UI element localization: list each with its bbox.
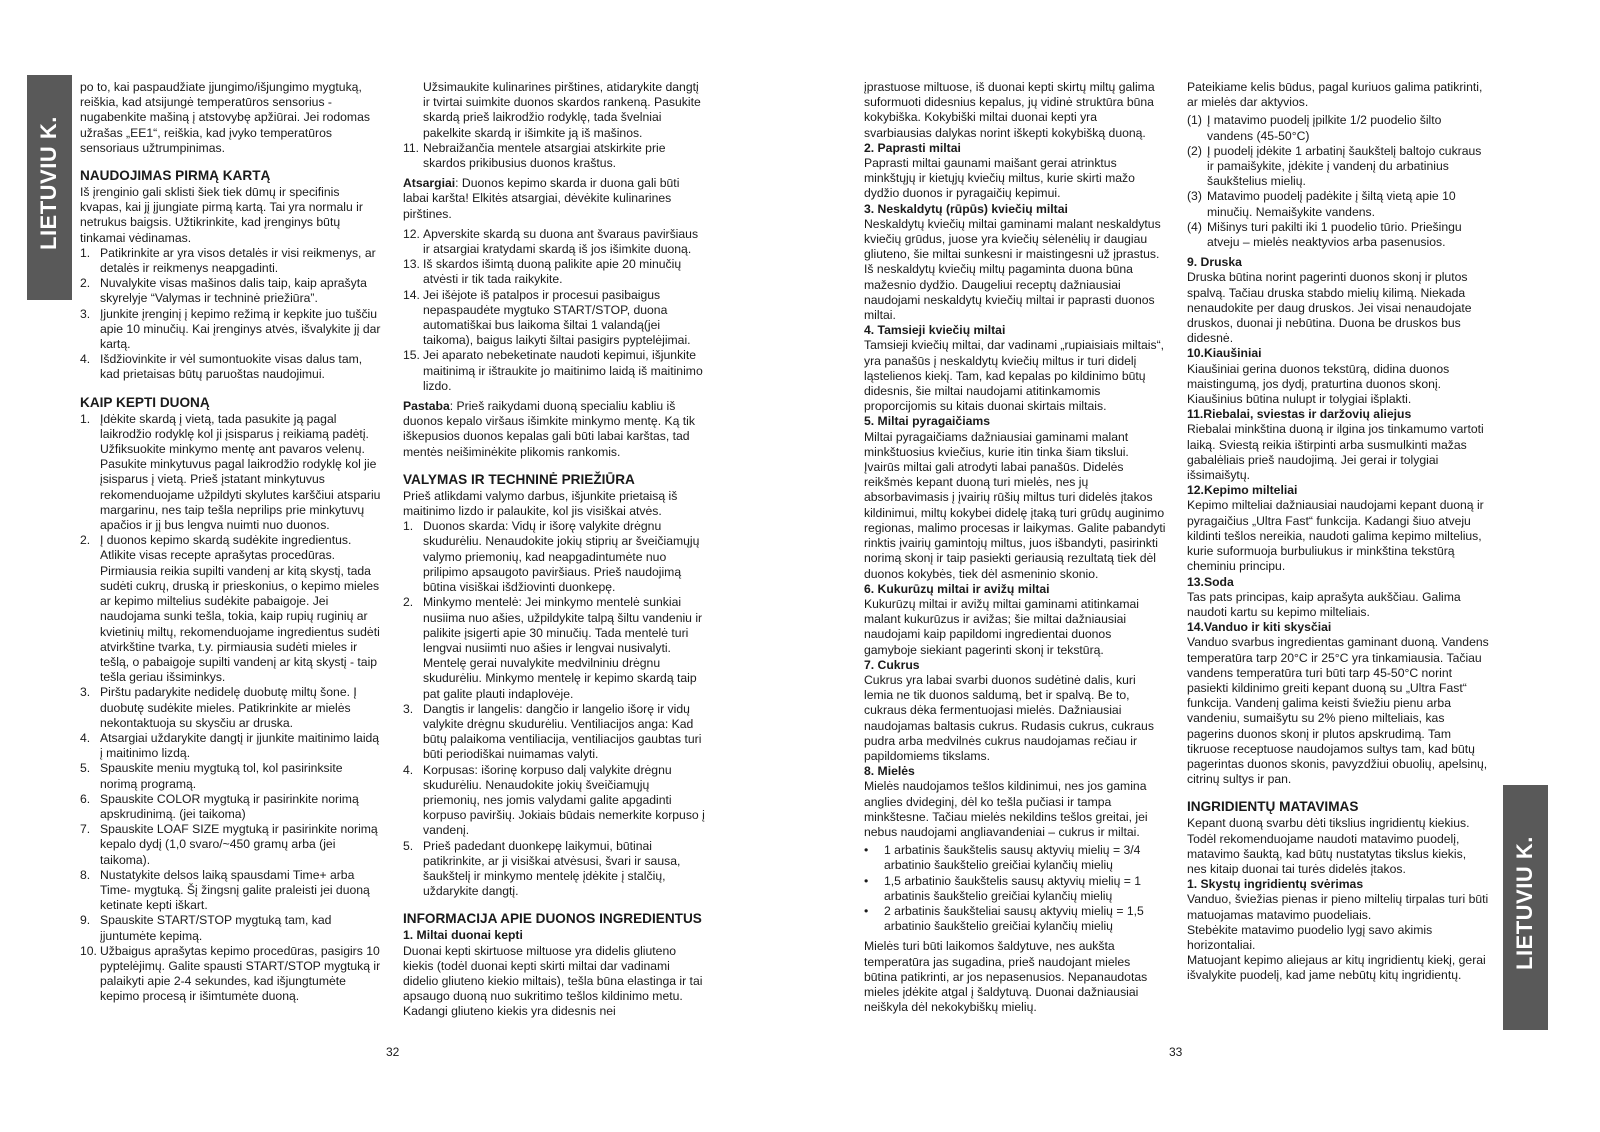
column-1 <box>80 80 382 1010</box>
subheading: 14.Vanduo ir kiti skysčiai <box>1187 620 1332 635</box>
intro-paragraph: po to, kai paspaudžiate įjungimo/išjungimo mygtuką, reiškia, kad atsijungė temperatūros sensorius - nugabenkite mašiną į atstovybę apžiūrai. Jei rodomas užrašas „EE1“, reiškia, kad įvyko temperatūros sensoriaus užtrumpinimas. <box>80 80 370 155</box>
list-marker: 3. <box>80 306 91 321</box>
list-marker: • <box>864 873 869 888</box>
list-item-text: Spauskite COLOR mygtuką ir pasirinkite norimą apskrudinimą. (jei taikoma) <box>100 791 359 821</box>
subheading: 11.Riebalai, sviestas ir daržovių aliejus <box>1187 407 1412 422</box>
side-tab-label: LIETUVIU K. <box>36 116 61 250</box>
list-item <box>80 276 382 306</box>
list-item <box>1187 144 1489 190</box>
list-marker: • <box>864 843 869 858</box>
list-item-text: Įjunkite įrenginį į kepimo režimą ir kepkite juo tuščiu apie 10 minučių. Kai įrenginys atvės, išvalykite jį dar kartą. <box>100 306 381 352</box>
section-heading: INGRIDIENTŲ MATAVIMAS <box>1187 799 1359 815</box>
list-item <box>80 822 382 868</box>
list-item-text: Minkymo mentelė: Jei minkymo mentelė sunkiai nusiima nuo ašies, užpildykite talpą šiltu vandeniu ir palikite įsigerti apie 30 minučių. Tada mentelė turi lengvai nusiimti nuo ašies ir lengvai nusivalyti. Mentelę gerai nuvalykite medvilniniu drėgnu skudurėliu. Minkymo mentelę ir kepimo skardą taip pat galite plauti indaplovėje. <box>423 595 703 701</box>
list-item-text: Jei išėjote iš patalpos ir procesui pasibaigus nepaspaudėte mygtuko START/STOP, duona automatiškai bus laikoma šiltai 1 valandą(jei taikoma), baigus laikyti šiltai pasigirs pyptelėjimai. <box>423 287 691 348</box>
paragraph: Riebalai minkština duoną ir ilgina jos tinkamumo vartoti laiką. Sviestą reikia ištirpinti arba susmulkinti mažas gabalėliais prieš naudojimą. Jei gerai ir tolygiai išsimaišytų. <box>1187 422 1484 483</box>
list-item <box>1187 113 1489 143</box>
list-marker: 4. <box>80 352 91 367</box>
list-item-text: Jei aparato nebeketinate naudoti kepimui, išjunkite maitinimą ir ištraukite jo maitinimo laidą iš maitinimo lizdo. <box>423 348 703 393</box>
list-item-text: 2 arbatinis šaukšteliai sausų aktyvių mielių = 1,5 arbatinio šaukštelio greičiai kylančių mielių <box>884 903 1144 934</box>
paragraph: Iš įrenginio gali sklisti šiek tiek dūmų ir specifinis kvapas, kai jį įjungiate pirmą kartą. Tai yra normalu ir netrukus baigsis. Užtikrinkite, kad įrenginys būtų tinkamai vėdinamas. <box>80 185 363 245</box>
paragraph: Miltai pyragaičiams dažniausiai gaminami malant minkštuosius kviečius, kurie itin tinka šiam tikslui. Įvairūs miltai gali atrodyti labai panašūs. Didelės reikšmės kepant duoną turi mielės, nes jų absorbavimasis į įvairių rūšių miltus turi didelės įtakos kildinimui, miltų kokybei didelę įtaką turi grūdų auginimo regionas, malimo procesas ir laikymas. Galite pabandyti rinktis įvairių gamintojų miltus, juos išbandyti, pasirinkti norimą skonį ir taip pasiekti geriausią rezultatą tiek dėl duonos kokybės, tiek dėl asmeninio skonio. <box>864 429 1166 581</box>
list-item-text: Patikrinkite ar yra visos detalės ir visi reikmenys, ar detalės ir reikmenys neapgadinti. <box>100 245 376 276</box>
list-marker: 10. <box>80 943 97 958</box>
note-paragraph <box>403 399 705 460</box>
numbered-list <box>80 246 382 383</box>
list-marker: 1. <box>80 245 91 260</box>
list-marker: 13. <box>403 257 420 272</box>
list-marker: 15. <box>403 348 420 363</box>
paragraph: Mielės turi būti laikomos šaldytuve, nes aukšta temperatūra jas sugadina, prieš naudojant mieles būtina patikrinti, ar jos nepasenusios. Nepanaudotas mieles įdėkite atgal į šaldytuvą. Duonai dažniausiai neiškyla dėl nekokybiškų mielių. <box>864 939 1148 1015</box>
warning-label: Atsargiai <box>403 176 456 191</box>
list-item-text: Užbaigus aprašytas kepimo procedūras, pasigirs 10 pyptelėjimų. Galite spausti START/STOP mygtuką ir palaikyti apie 2-4 sekundes, kad išjungtumėte kepimo procesą ir išimtumėte duoną. <box>100 943 381 1004</box>
list-item <box>1187 189 1489 219</box>
list-item <box>80 761 382 791</box>
list-item <box>80 412 382 534</box>
list-item <box>403 702 705 763</box>
list-item-text: Iš skardos išimtą duoną palikite apie 20 minučių atvėsti ir tik tada raikykite. <box>423 257 682 287</box>
list-item-text: Į puodelį įdėkite 1 arbatinį šaukštelį baltojo cukraus ir pamaišykite, įdėkite į vandenį du arbatinius šaukštelius mielių. <box>1207 143 1482 189</box>
subheading: 1. Skystų ingridientų svėrimas <box>1187 877 1364 892</box>
list-marker: 1. <box>80 411 91 426</box>
side-tab-label: LIETUVIU K. <box>1512 836 1537 970</box>
list-item-text: Nebraižančia mentele atsargiai atskirkite prie skardos prikibusius duonos kraštus. <box>423 140 666 171</box>
numbered-list <box>1187 113 1489 250</box>
list-marker: 2. <box>80 276 91 291</box>
list-item-text: Į matavimo puodelį įpilkite 1/2 puodelio šilto vandens (45-50°C) <box>1207 113 1442 143</box>
subheading: 7. Cukrus <box>864 657 920 672</box>
list-item-text: Spauskite LOAF SIZE mygtuką ir pasirinkite norimą kepalo dydį (1,0 svaro/~450 gramų arba (jei taikoma). <box>100 822 378 867</box>
list-item <box>80 913 382 943</box>
paragraph: Neskaldytų kviečių miltai gaminami malant neskaldytus kviečių grūdus, juose yra kviečių sėlenėlių ir daugiau gliuteno, šie miltai sunkesni ir maistingesni už įprastus. Iš neskaldytų kviečių miltų pagaminta duona būna mažesnio dydžio. Daugeliui receptų dažniausiai naudojami neskaldytų kviečių miltai ir paprasti duonos miltai. <box>864 216 1161 323</box>
list-item-text: Korpusas: išorinę korpuso dalį valykite drėgnu skudurėliu. Nenaudokite jokių šveičiamųjų priemonių, nes jomis valydami galite apgadinti korpuso paviršių. Jokiais būdais nemerkite korpuso į vandenį. <box>423 762 705 838</box>
list-item-text: Dangtis ir langelis: dangčio ir langelio išorę ir vidų valykite drėgnu skudurėliu. Ventiliacijos anga: Kad būtų palaikoma ventiliacija, ventiliacijos gaubtas turi būti periodiškai nuimamas valyti. <box>423 701 702 762</box>
list-item-text: Atsargiai uždarykite dangtį ir įjunkite maitinimo laidą į maitinimo lizdą. <box>100 730 380 761</box>
paragraph: Paprasti miltai gaunami maišant gerai atrinktus minkštųjų ir kietųjų kviečių miltus, kurie skirti mažo dydžio duonos ir pyragaičių kepimui. <box>864 156 1135 201</box>
subheading: 8. Mielės <box>864 764 915 779</box>
paragraph: Duonai kepti skirtuose miltuose yra didelis gliuteno kiekis (todėl duonai kepti skirti miltai dar vadinami didelio gliuteno kiekio miltais), tešla būna elastinga ir tai apsaugo duoną nuo sukritimo tešlos kildinimo metu. Kadangi gliuteno kiekis yra didesnis nei <box>403 943 703 1019</box>
subheading: 1. Miltai duonai kepti <box>403 928 523 943</box>
list-marker: 3. <box>80 685 91 700</box>
numbered-list <box>403 227 705 394</box>
paragraph: Tas pats principas, kaip aprašyta aukščiau. Galima naudoti kartu su kepimo milteliais. <box>1187 589 1461 619</box>
list-item-text: Mišinys turi pakilti iki 1 puodelio tūrio. Priešingu atveju – mielės neaktyvios arba pasenusios. <box>1207 219 1462 250</box>
list-item <box>1187 220 1489 250</box>
subheading: 2. Paprasti miltai <box>864 140 961 155</box>
section-heading: NAUDOJIMAS PIRMĄ KARTĄ <box>80 168 271 184</box>
list-item-text: Nustatykite delsos laiką spausdami Time+ arba Time- mygtuką. Šį žingsnį galite praleisti jei duoną ketinate kepti iškart. <box>100 867 370 913</box>
list-item-text: Duonos skarda: Vidų ir išorę valykite drėgnu skudurėliu. Nenaudokite jokių stiprių ar šveičiamųjų valymo priemonių, kad neapgadintumėte nuo prilipimo apsaugoto paviršiaus. Prieš naudojimą būtina visiškai išdžiovinti duonkepę. <box>423 519 700 595</box>
list-marker: (3) <box>1187 189 1202 204</box>
numbered-list <box>403 80 705 171</box>
list-marker: 12. <box>403 226 420 241</box>
paragraph: Pateikiame kelis būdus, pagal kuriuos galima patikrinti, ar mielės dar aktyvios. <box>1187 80 1483 110</box>
warning-text: : Duonos kepimo skarda ir duona gali būti labai karšta! Elkitės atsargiai, dėvėkite kulinarines pirštines. <box>403 176 680 221</box>
paragraph: Mielės naudojamos tešlos kildinimui, nes jos gamina anglies dvideginį, dėl ko tešla pučiasi ir tampa minkštesne. Tačiau mielės nekildins tešlos greitai, jei nebus naudojami angliavandeniai – cukrus ir miltai. <box>864 779 1148 839</box>
list-item <box>403 595 705 701</box>
list-marker: 6. <box>80 791 91 806</box>
list-item-text: Užsimaukite kulinarines pirštines, atidarykite dangtį ir tvirtai suimkite duonos skardos rankeną. Pasukite skardą prieš laikrodžio rodyklę, tada švelniai pakelkite skardą ir išimkite ją iš mašinos. <box>423 80 701 140</box>
subheading: 3. Neskaldytų (rūpūs) kviečių miltai <box>864 201 1068 216</box>
list-item <box>80 731 382 761</box>
paragraph: Prieš atlikdami valymo darbus, išjunkite prietaisą iš maitinimo lizdo ir palaukite, kol jis visiškai atvės. <box>403 488 678 519</box>
list-item-text: Spauskite START/STOP mygtuką tam, kad įjuntumėte kepimą. <box>100 913 332 943</box>
list-marker: (4) <box>1187 219 1202 234</box>
paragraph: Cukrus yra labai svarbi duonos sudėtinė dalis, kuri lemia ne tik duonos saldumą, bet ir spalvą. Be to, cukraus dėka fermentuojasi mielės. Dažniausiai naudojamas baltasis cukrus. Rudasis cukrus, cukraus pudra arba medvilnės cukrus naudojamas rečiau ir papildomiems tikslams. <box>864 672 1154 763</box>
paragraph: Kepant duoną svarbu dėti tikslius ingridientų kiekius. Todėl rekomenduojame naudoti matavimo puodelį, matavimo šauktą, kad būtų nustatytas tikslus kiekis, nes kitaip duonai tai turės didelės įtakos. <box>1187 816 1470 876</box>
list-marker: 11. <box>403 140 420 155</box>
page-number-left: 32 <box>386 1045 400 1059</box>
section-heading: KAIP KEPTI DUONĄ <box>80 394 210 410</box>
bullet-list <box>864 843 1166 934</box>
list-marker: (1) <box>1187 113 1202 128</box>
list-item <box>80 868 382 914</box>
subheading: 5. Miltai pyragaičiams <box>864 414 990 429</box>
list-item <box>80 944 382 1005</box>
list-item <box>403 839 705 900</box>
subheading: 9. Druska <box>1187 255 1242 270</box>
side-tab-right <box>1503 785 1548 1030</box>
list-item <box>403 257 705 287</box>
page-number-right: 33 <box>1169 1045 1183 1059</box>
column-2 <box>403 80 705 1025</box>
paragraph: Stebėkite matavimo puodelio lygį savo akimis horizontaliai. <box>1187 922 1433 952</box>
list-item <box>403 763 705 839</box>
list-item-text: Į duonos kepimo skardą sudėkite ingredientus. Atlikite visas recepte aprašytas procedūras. Pirmiausia reikia supilti vandenį ar kitą skystį, tada sudėti cukrų, druską ir prieskonius, o kepimo mieles ar kepimo miltelius sudėkite pabaigoje. Jei naudojama sunki tešla, tokia, kaip rupių ruginių ar kvietinių miltų, rekomenduojame ingredientus sudėti atvirkštine tvarka, t.y. pirmiausia sudėti mieles ir tešlą, o pabaigoje supilti vandenį ar kitą skystį - taip tešla geriau išsiminkys. <box>100 533 380 685</box>
side-tab-left <box>27 75 72 300</box>
list-item <box>403 80 705 141</box>
paragraph: Vanduo, šviežias pienas ir pieno miltelių tirpalas turi būti matuojamas matavimo puodeliais. <box>1187 892 1489 922</box>
list-item <box>403 348 705 394</box>
list-item <box>403 288 705 349</box>
list-item-text: Apverskite skardą su duona ant švaraus paviršiaus ir atsargiai kratydami skardą iš jos išimkite duoną. <box>423 226 699 257</box>
list-marker: (2) <box>1187 143 1202 158</box>
list-item <box>864 843 1166 873</box>
list-item-text: 1,5 arbatinio šaukštelis sausų aktyvių mielių = 1 arbatinis šaukštelio greičiai kylančių mielių <box>884 873 1142 903</box>
list-marker: 1. <box>403 519 414 534</box>
numbered-list <box>80 412 382 1005</box>
list-item <box>864 904 1166 934</box>
list-item-text: Spauskite meniu mygtuką tol, kol pasirinksite norimą programą. <box>100 761 343 791</box>
subheading: 13.Soda <box>1187 574 1234 589</box>
column-4 <box>1187 80 1489 984</box>
list-marker: 9. <box>80 913 91 928</box>
paragraph: Vanduo svarbus ingredientas gaminant duoną. Vandens temperatūra tarp 20°C ir 25°C yra tinkamiausia. Tačiau vandens temperatūra turi būti tarp 45-50°C norint pasiekti kildinimo greiti kepant duoną su „Ultra Fast“ funkcija. Vandenį galima keisti šviežiu pienu arba vandeniu, sumaišytu su 2% pieno milteliais, kas pagerins duonos skonį ir plutos apskrudimą. Tam tikruose receptuose naudojamos sultys tam, kad būtų pagerintas duonos skonis, pavyzdžiui obuolių, apelsinų, citrinų sultys ir pan. <box>1187 635 1489 787</box>
list-item-text: Nuvalykite visas mašinos dalis taip, kaip aprašyta skyrelyje “Valymas ir techninė priežiūra”. <box>100 276 367 306</box>
section-heading: VALYMAS IR TECHNINĖ PRIEŽIŪRA <box>403 471 635 487</box>
list-item <box>80 792 382 822</box>
subheading: 12.Kepimo milteliai <box>1187 483 1298 498</box>
list-item <box>80 533 382 685</box>
list-item <box>864 874 1166 904</box>
list-item <box>80 352 382 382</box>
list-item-text: Pirštu padarykite nedidelę duobutę miltų šone. Į duobutę sudėkite mieles. Patikrinkite ar mielės nekontaktuoja su skysčiu ar druska. <box>100 685 357 730</box>
note-label: Pastaba <box>403 399 450 414</box>
list-marker: 2. <box>80 533 91 548</box>
list-marker: 14. <box>403 287 420 302</box>
list-item-text: 1 arbatinis šaukštelis sausų aktyvių mielių = 3/4 arbatinio šaukštelio greičiai kylančių mielių <box>884 843 1141 873</box>
note-text: : Prieš raikydami duoną specialiu kabliu iš duonos kepalo viršaus išimkite minkymo mentę. Ką tik iškepusios duonos kepalas gali būti labai karštas, tad mentės neišiminėkite plikomis rankomis. <box>403 399 695 459</box>
list-item <box>80 685 382 731</box>
paragraph: Tamsieji kviečių miltai, dar vadinami „rupiaisiais miltais“, yra panašūs į neskaldytų kviečių miltus ir turi didelį ląstelienos kiekį. Tam, kad kepalas po kildinimo būtų didesnis, šie miltai naudojami atitinkamomis proporcijomis su kitais duonai skirtais miltais. <box>864 338 1165 414</box>
list-marker: 5. <box>80 761 91 776</box>
list-marker: 3. <box>403 701 414 716</box>
list-item <box>80 307 382 353</box>
list-item-text: Matavimo puodelį padėkite į šiltą vietą apie 10 minučių. Nemaišykite vandens. <box>1207 189 1456 219</box>
list-marker: 2. <box>403 595 414 610</box>
section-heading: INFORMACIJA APIE DUONOS INGREDIENTUS <box>403 911 702 927</box>
list-marker: 4. <box>80 730 91 745</box>
paragraph: Kukurūzų miltai ir avižų miltai gaminami atitinkamai malant kukurūzus ir avižas; šie miltai dažniausiai naudojami kaip papildomi ingredientai duonos gamyboje siekiant pagerinti skonį ir tekstūrą. <box>864 596 1139 657</box>
list-marker: 4. <box>403 762 414 777</box>
subheading: 10.Kiaušiniai <box>1187 346 1262 361</box>
list-item-text: Išdžiovinkite ir vėl sumontuokite visas dalus tam, kad prietaisas būtų paruoštas naudojimui. <box>100 352 363 382</box>
list-marker: 5. <box>403 838 414 853</box>
list-item-text: Prieš padedant duonkepę laikymui, būtinai patikrinkite, ar ji visiškai atvėsusi, švari ir sausa, šaukštelį ir minkymo mentelę įdėkite į stalčių, uždarykite dangtį. <box>423 838 681 899</box>
list-marker: • <box>864 903 869 918</box>
paragraph: Matuojant kepimo aliejaus ar kitų ingridientų kiekį, gerai išvalykite puodelį, kad jame nebūtų kitų ingridientų. <box>1187 953 1486 983</box>
numbered-list <box>403 519 705 899</box>
paragraph: įprastuose miltuose, iš duonai kepti skirtų miltų galima suformuoti didesnius kepalus, jų vidinė struktūra būna kokybiška. Kokybiški miltai duonai kepti yra svarbiausias dalykas norint iškepti kokybišką duoną. <box>864 80 1155 140</box>
list-item <box>403 141 705 171</box>
list-item <box>403 227 705 257</box>
column-3 <box>864 80 1166 1020</box>
list-marker: 7. <box>80 822 91 837</box>
subheading: 4. Tamsieji kviečių miltai <box>864 323 1006 338</box>
list-item <box>403 519 705 595</box>
paragraph: Kepimo milteliai dažniausiai naudojami kepant duoną ir pyragaičius „Ultra Fast“ funkcija. Kadangi šiuo atveju kildinti tešlos nereikia, naudoti galima kepimo miltelius, kurie suformuoja burbuliukus ir minkština tekstūrą cheminiu principu. <box>1187 498 1484 574</box>
subheading: 6. Kukurūzų miltai ir avižų miltai <box>864 581 1050 596</box>
paragraph: Druska būtina norint pagerinti duonos skonį ir plutos spalvą. Tačiau druska stabdo mielių kilimą. Niekada nenaudokite per daug druskos. Jei visai nenaudojate druskos, duonai ji nebūtina. Duona be druskos bus didesnė. <box>1187 270 1472 346</box>
warning-paragraph <box>403 176 705 222</box>
paragraph: Kiaušiniai gerina duonos tekstūrą, didina duonos maistingumą, jos dydį, praturtina duonos skonį. Kiaušinius būtina nulupt ir tolygiai išplakti. <box>1187 361 1450 407</box>
list-item-text: Įdėkite skardą į vietą, tada pasukite ją pagal laikrodžio rodyklę kol ji įsisparus į reikiamą padėtį. Užfiksuokite minkymo mentę ant pavaros velenų. Pasukite minkytuvus pagal laikrodžio rodyklę kol jie įsisparus į vietą. Prieš įstatant minkytuvus rekomenduojame užpildyti skylutes karščiui atspariu margarinu, nes taip tešla neprilips prie minkytuvų apačios ir jį bus lengva nuimti nuo duonos. <box>100 411 381 533</box>
list-item <box>80 246 382 276</box>
list-marker: 8. <box>80 867 91 882</box>
